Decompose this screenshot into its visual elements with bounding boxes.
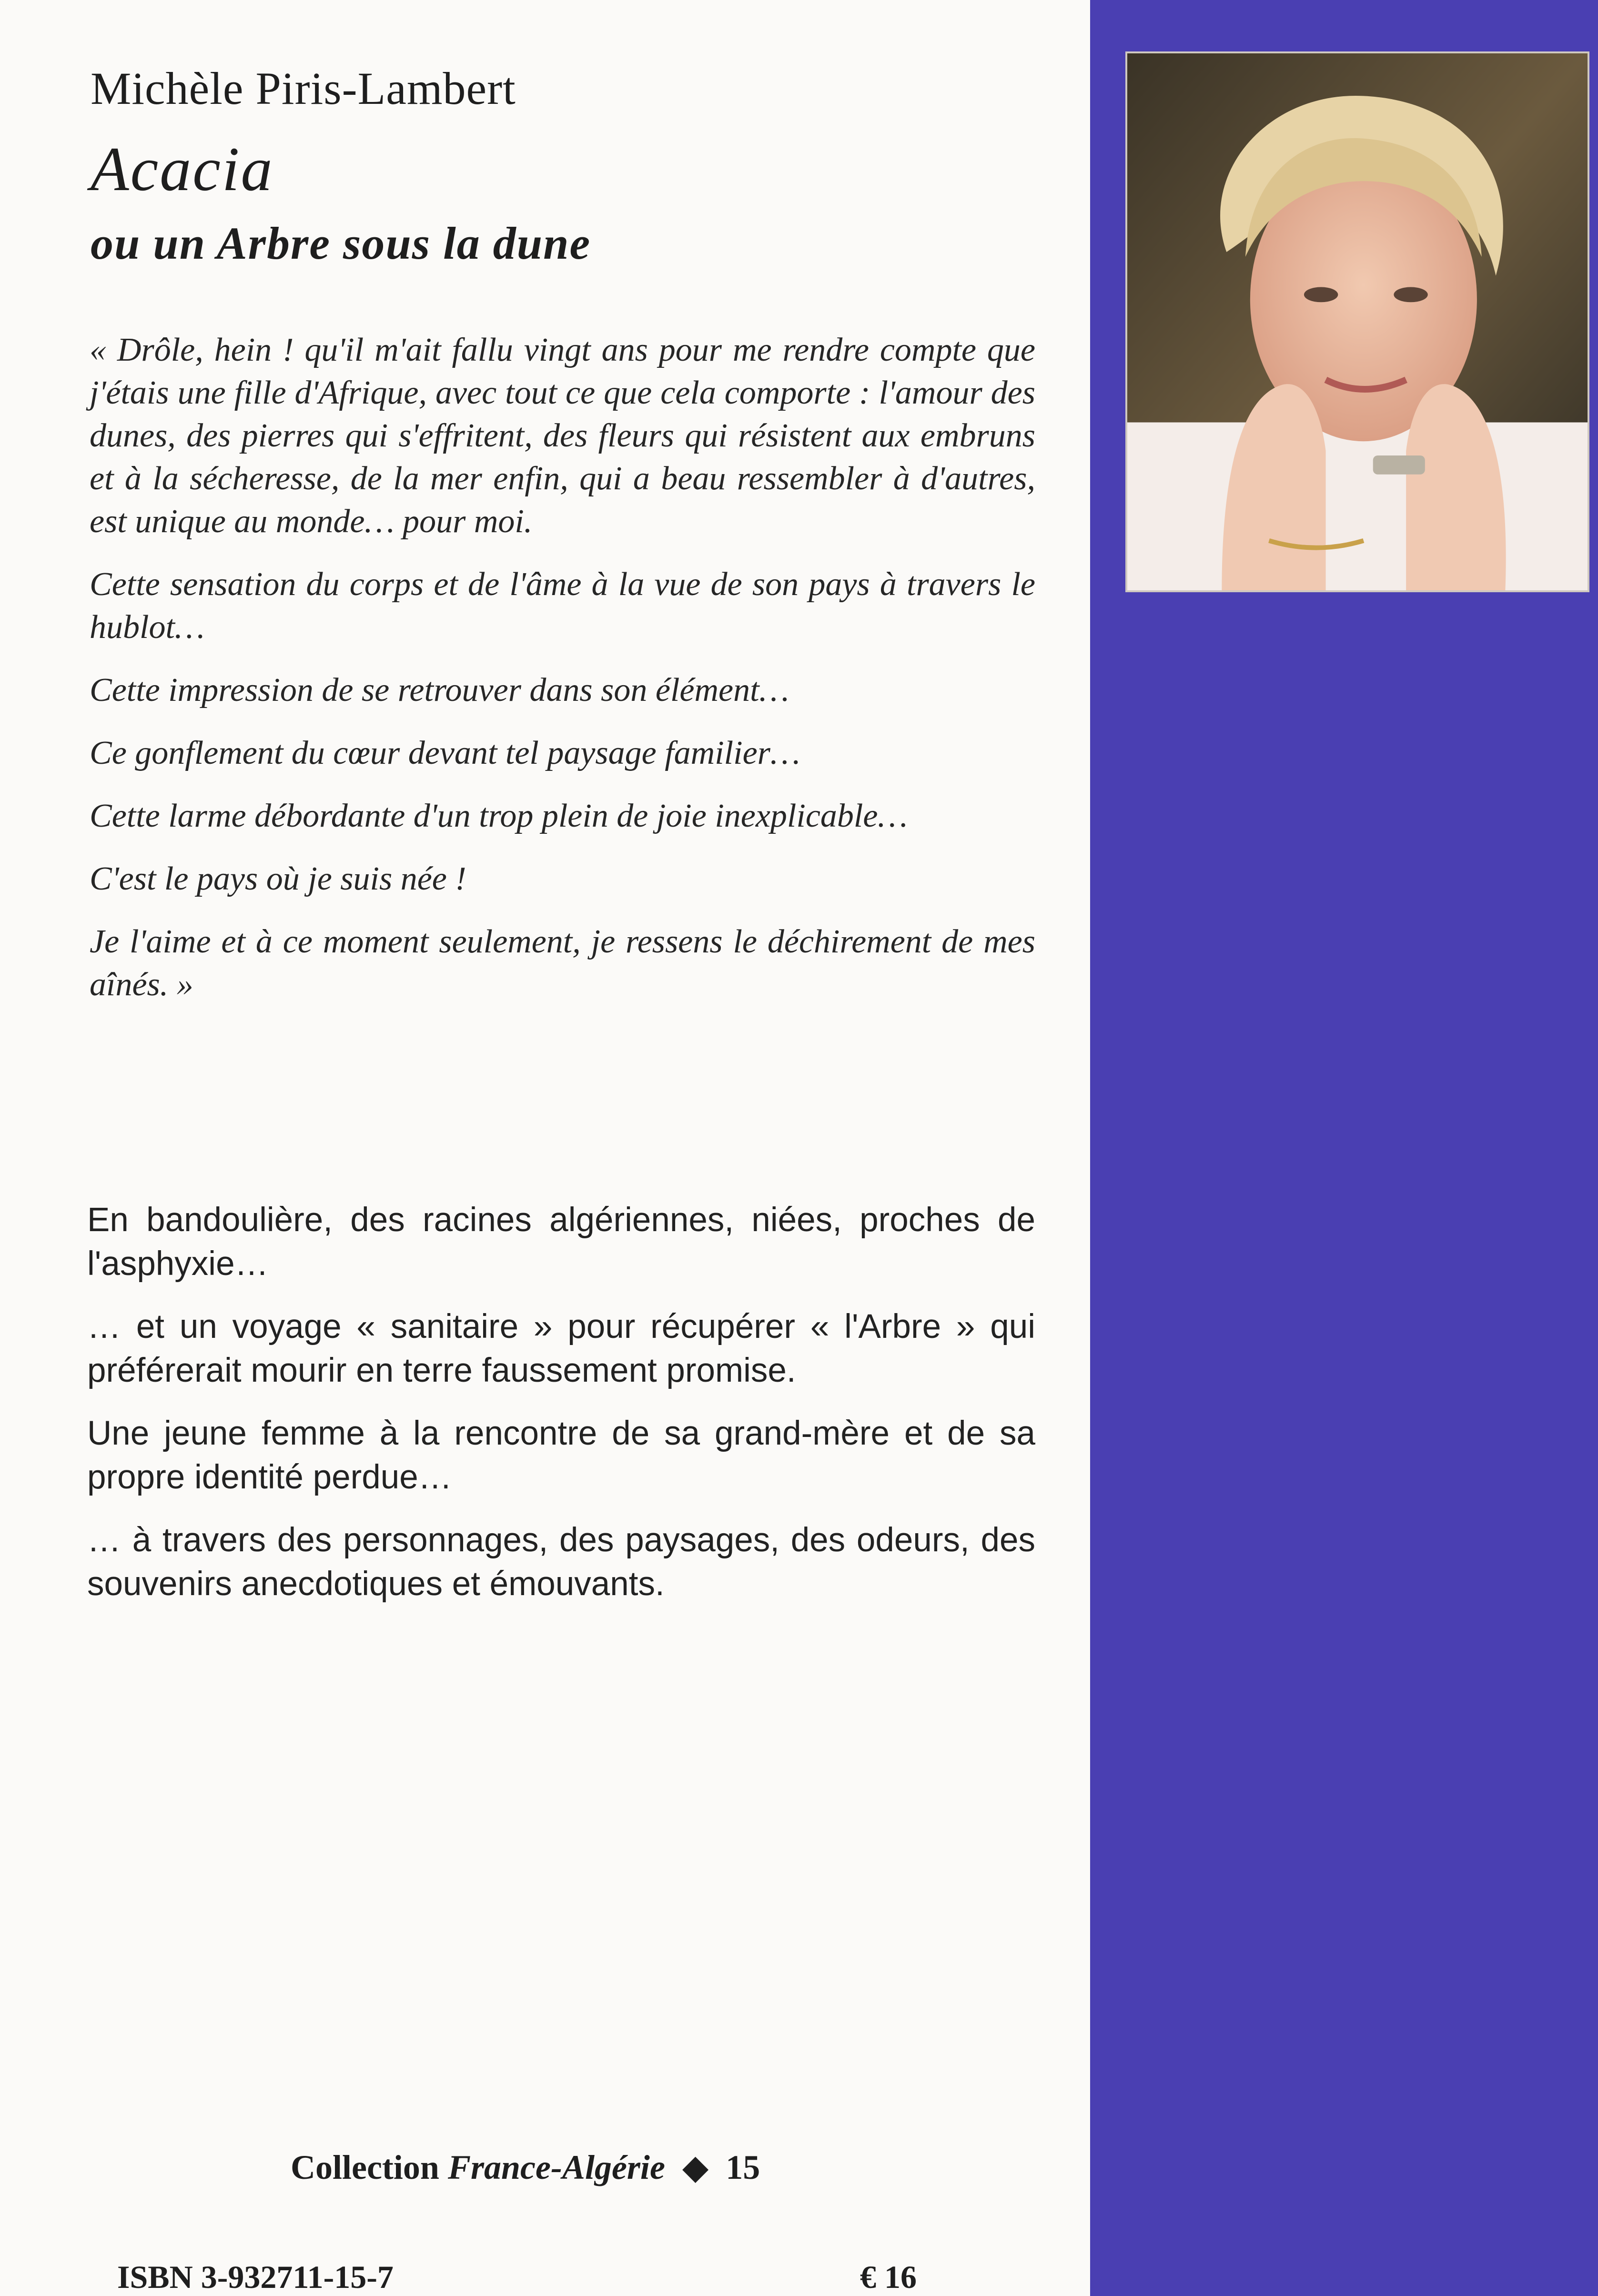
isbn: ISBN 3-932711-15-7 — [117, 2259, 394, 2295]
collection-series: France-Algérie — [447, 2148, 665, 2186]
book-subtitle: ou un Arbre sous la dune — [91, 218, 591, 269]
quote-paragraph: C'est le pays où je suis née ! — [90, 860, 466, 897]
blurb-paragraph: … à travers des personnages, des paysages, des odeurs, des souvenirs anecdotiques et émouvants. — [87, 1521, 1035, 1603]
book-title: Acacia — [91, 134, 274, 204]
book-blurb — [87, 1198, 1035, 1625]
quote-paragraph: Ce gonflement du cœur devant tel paysage familier… — [90, 735, 800, 771]
quote-paragraph: Cette larme débordante d'un trop plein de joie inexplicable… — [90, 798, 908, 834]
diamond-icon: ◆ — [682, 2148, 709, 2186]
author-photo — [1125, 51, 1589, 592]
collection-label: Collection — [291, 2148, 439, 2186]
author-portrait-image — [1127, 53, 1588, 590]
quote-paragraph: « Drôle, hein ! qu'il m'ait fallu vingt ans pour me rendre compte que j'étais une fille d'Afrique, avec tout ce que cela comporte : l'amour des dunes, des pierres qui s'effritent, des fleurs qui résistent aux embruns et à la sécheresse, de la mer enfin, qui a beau ressembler à d'autres, est unique au monde… pour moi. — [90, 332, 1035, 540]
quote-excerpt — [90, 329, 1035, 1026]
collection-number: 15 — [726, 2148, 760, 2186]
blurb-paragraph: … et un voyage « sanitaire » pour récupérer « l'Arbre » qui préférerait mourir en terre faussement promise. — [87, 1308, 1035, 1389]
quote-paragraph: Je l'aime et à ce moment seulement, je ressens le déchirement de mes aînés. » — [90, 923, 1035, 1003]
quote-paragraph: Cette impression de se retrouver dans son élément… — [90, 672, 789, 708]
collection-line — [291, 2146, 760, 2187]
author-name: Michèle Piris-Lambert — [91, 63, 516, 114]
blurb-paragraph: Une jeune femme à la rencontre de sa grand-mère et de sa propre identité perdue… — [87, 1415, 1035, 1496]
price: € 16 — [860, 2259, 917, 2295]
quote-paragraph: Cette sensation du corps et de l'âme à la vue de son pays à travers le hublot… — [90, 566, 1035, 646]
blurb-paragraph: En bandoulière, des racines algériennes, niées, proches de l'asphyxie… — [87, 1201, 1035, 1283]
